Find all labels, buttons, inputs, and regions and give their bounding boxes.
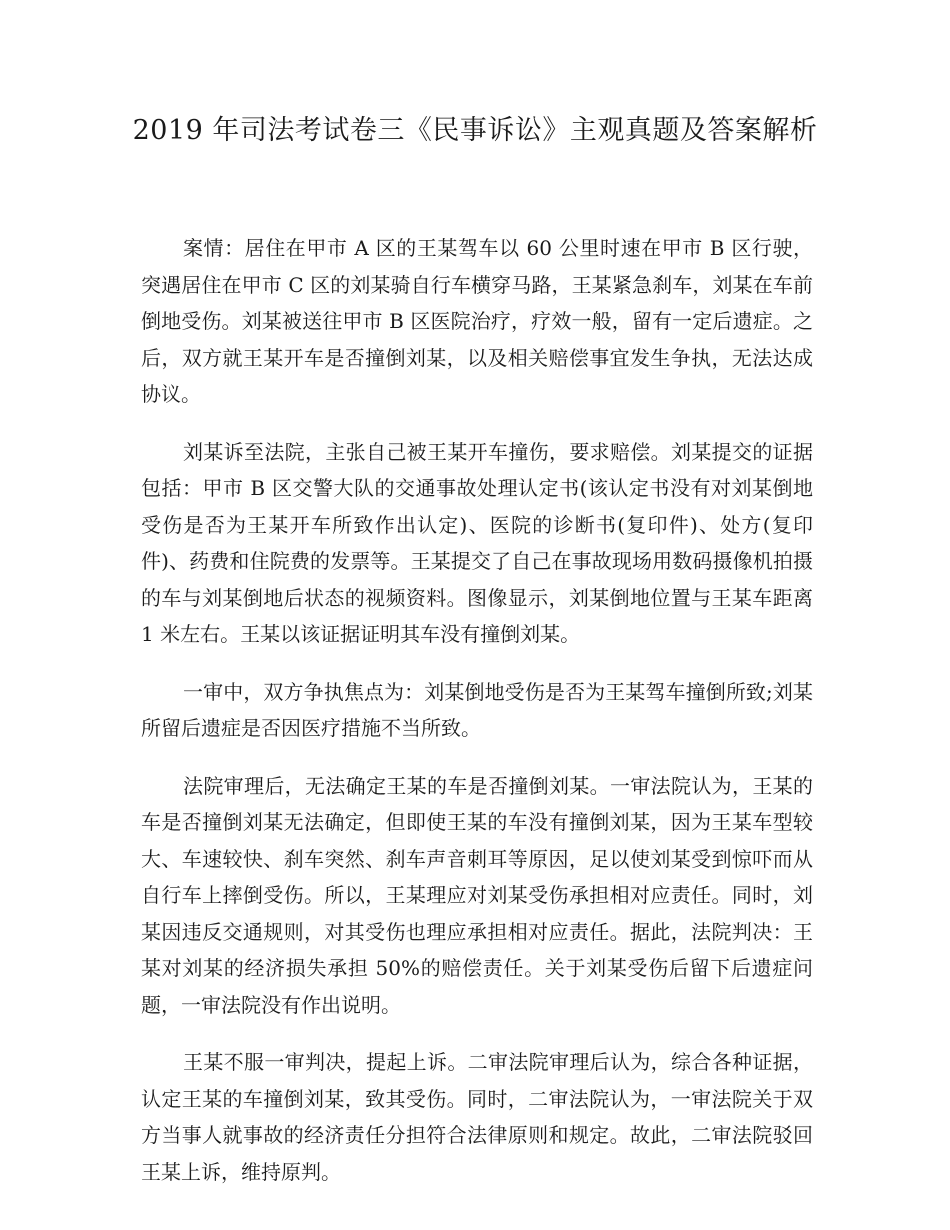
- paragraph-second-instance: 王某不服一审判决，提起上诉。二审法院审理后认为，综合各种证据，认定王某的车撞倒刘某，致其受伤。同时，二审法院认为，一审法院关于双方当事人就事故的经济责任分担符合法律原则和规定。故此，二审法院驳回王某上诉，维持原判。: [141, 1050, 813, 1184]
- paragraph-case-facts: 案情：居住在甲市 A 区的王某驾车以 60 公里时速在甲市 B 区行驶，突遇居住在甲市 C 区的刘某骑自行车横穿马路，王某紧急刹车，刘某在车前倒地受伤。刘某被送往甲市 B 区医院治疗，疗效一般，留有一定后遗症。之后，双方就王某开车是否撞倒刘某，以及相关赔偿事宜发生争执，无法达成协议。: [141, 236, 813, 406]
- paragraph-first-instance: 法院审理后，无法确定王某的车是否撞倒刘某。一审法院认为，王某的车是否撞倒刘某无法确定，但即使王某的车没有撞倒刘某，因为王某车型较大、车速较快、刹车突然、刹车声音刺耳等原因，足以使刘某受到惊吓而从自行车上摔倒受伤。所以，王某理应对刘某受伤承担相对应责任。同时，刘某因违反交通规则，对其受伤也理应承担相对应责任。据此，法院判决：王某对刘某的经济损失承担 50%的赔偿责任。关于刘某受伤后留下后遗症问题，一审法院没有作出说明。: [141, 773, 813, 1017]
- document-body: [141, 230, 813, 1211]
- document-title: 2019 年司法考试卷三《民事诉讼》主观真题及答案解析: [132, 115, 818, 146]
- paragraph-evidence: 刘某诉至法院，主张自己被王某开车撞伤，要求赔偿。刘某提交的证据包括：甲市 B 区交警大队的交通事故处理认定书(该认定书没有对刘某倒地受伤是否为王某开车所致作出认定)、医院的诊断书(复印件)、处方(复印件)、药费和住院费的发票等。王某提交了自己在事故现场用数码摄像机拍摄的车与刘某倒地后状态的视频资料。图像显示，刘某倒地位置与王某车距离 1 米左右。王某以该证据证明其车没有撞倒刘某。: [141, 439, 813, 646]
- paragraph-dispute-focus: 一审中，双方争执焦点为：刘某倒地受伤是否为王某驾车撞倒所致;刘某所留后遗症是否因医疗措施不当所致。: [141, 679, 813, 740]
